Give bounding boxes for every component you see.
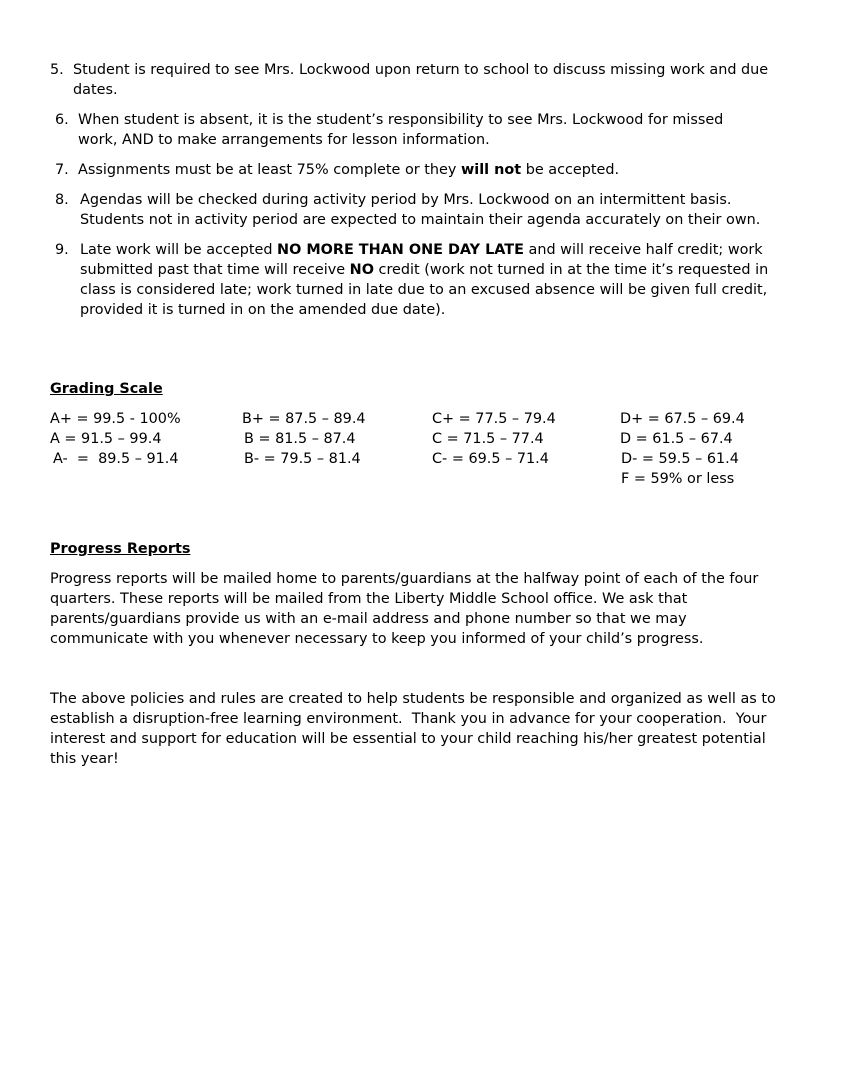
text: submitted past that time will receive — [80, 262, 350, 278]
emphasis: will not — [461, 162, 522, 178]
grade-entry: D = 61.5 – 67.4 — [620, 431, 733, 447]
rule-text: provided it is turned in on the amended due date). — [80, 302, 446, 318]
grade-entry: A+ = 99.5 - 100% — [50, 411, 181, 427]
emphasis: NO MORE THAN ONE DAY LATE — [277, 242, 524, 258]
rule-text: class is considered late; work turned in late due to an excused absence will be given full credit, — [80, 282, 768, 298]
grade-entry: B = 81.5 – 87.4 — [244, 431, 356, 447]
text: Late work will be accepted — [80, 242, 278, 258]
text: credit (work not turned in at the time it’s requested in — [373, 262, 769, 278]
emphasis: NO — [349, 262, 374, 278]
paragraph-line: The above policies and rules are created to help students be responsible and organized as well as to — [50, 691, 776, 707]
paragraph-line: quarters. These reports will be mailed from the Liberty Middle School office. We ask that — [50, 591, 688, 607]
paragraph-line: this year! — [50, 751, 119, 767]
rule-number: 5. — [50, 62, 64, 78]
text: Assignments must be at least 75% complete or they — [78, 162, 461, 178]
rule-text — [78, 160, 619, 180]
grade-entry: B+ = 87.5 – 89.4 — [242, 411, 366, 427]
rule-text: Students not in activity period are expected to maintain their agenda accurately on their own. — [80, 212, 761, 228]
rule-number: 7. — [55, 162, 69, 178]
rule-text: dates. — [73, 82, 118, 98]
grade-entry: D- = 59.5 – 61.4 — [621, 451, 739, 467]
rule-text: When student is absent, it is the student’s responsibility to see Mrs. Lockwood for missed — [78, 112, 724, 128]
rule-number: 6. — [55, 112, 69, 128]
grading-scale-heading: Grading Scale — [50, 381, 163, 397]
paragraph-line: Progress reports will be mailed home to parents/guardians at the halfway point of each of the four — [50, 571, 759, 587]
rule-text — [80, 260, 768, 280]
rule-text: work, AND to make arrangements for lesson information. — [78, 132, 490, 148]
rule-text: Student is required to see Mrs. Lockwood upon return to school to discuss missing work and due — [73, 62, 769, 78]
paragraph-line: parents/guardians provide us with an e-mail address and phone number so that we may — [50, 611, 687, 627]
paragraph-line: establish a disruption-free learning environment. Thank you in advance for your cooperation. Your — [50, 711, 767, 727]
grade-entry: C+ = 77.5 – 79.4 — [432, 411, 556, 427]
grade-entry: A = 91.5 – 99.4 — [50, 431, 162, 447]
paragraph-line: communicate with you whenever necessary to keep you informed of your child’s progress. — [50, 631, 704, 647]
grade-entry: C = 71.5 – 77.4 — [432, 431, 544, 447]
grade-entry: B- = 79.5 – 81.4 — [244, 451, 361, 467]
paragraph-line: interest and support for education will be essential to your child reaching his/her greatest potential — [50, 731, 766, 747]
rule-number: 8. — [55, 192, 69, 208]
progress-reports-heading: Progress Reports — [50, 541, 191, 557]
grade-entry: C- = 69.5 – 71.4 — [432, 451, 549, 467]
grade-entry: D+ = 67.5 – 69.4 — [620, 411, 745, 427]
rule-number: 9. — [55, 242, 69, 258]
grade-entry: A- = 89.5 – 91.4 — [53, 451, 179, 467]
rule-text — [80, 240, 763, 260]
grade-entry: F = 59% or less — [621, 471, 735, 487]
text: and will receive half credit; work — [523, 242, 763, 258]
text: be accepted. — [521, 162, 620, 178]
rule-text: Agendas will be checked during activity period by Mrs. Lockwood on an intermittent basis. — [80, 192, 732, 208]
